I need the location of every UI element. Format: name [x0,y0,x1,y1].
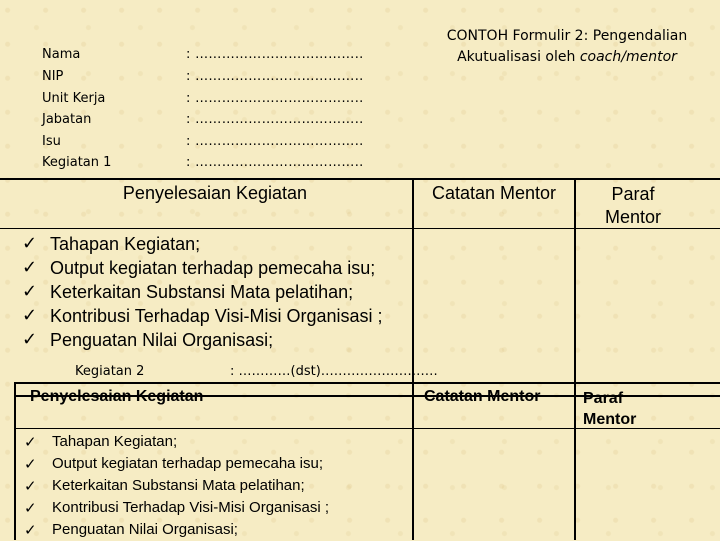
table-2-checklist [24,431,408,541]
table-2-top-border [14,382,720,384]
list-item-text: Output kegiatan terhadap pemecaha isu; [52,455,324,472]
field-value-unit-kerja: : ……………………………….. [186,91,364,106]
list-item-text: Keterkaitan Substansi Mata pelatihan; [52,477,305,494]
table-2-header-catatan-mentor: Catatan Mentor [424,388,541,405]
table-2-left-border [14,382,16,540]
field-label-jabatan: Jabatan [42,112,92,127]
list-item [22,280,406,304]
list-item-text: Kontribusi Terhadap Visi-Misi Organisasi ; [50,306,383,326]
form-title-line-1: CONTOH Formulir 2: Pengendalian [446,28,688,44]
field-label-nip: NIP [42,69,64,84]
list-item-text: Keterkaitan Substansi Mata pelatihan; [50,282,354,302]
field-value-isu: : ……………………………….. [186,134,364,149]
field-label-unit-kerja: Unit Kerja [42,91,106,106]
field-value-nama: : ……………………………….. [186,47,364,62]
field-label-kegiatan-1: Kegiatan 1 [42,155,112,170]
check-icon: ✓ [24,499,37,517]
table-2-header-penyelesaian: Penyelesaian Kegiatan [30,388,204,405]
table-1-top-border [0,178,720,180]
check-icon: ✓ [24,455,37,473]
list-item-text: Tahapan Kegiatan; [50,234,201,254]
check-icon: ✓ [22,305,38,326]
form-title-prefix: Akutualisasi oleh [457,49,580,65]
list-item [22,256,406,280]
form-title-line-2 [412,47,720,68]
table-2-col-divider-2 [574,382,576,540]
table-1-col-divider-2 [574,178,576,382]
field-value-jabatan: : ……………………………….. [186,112,364,127]
list-item-text: Tahapan Kegiatan; [52,433,178,450]
table-1-header-paraf-mentor: Paraf Mentor [604,184,662,227]
table-1-header-catatan-mentor: Catatan Mentor [431,183,557,203]
list-item [22,304,406,328]
list-item [24,431,408,453]
list-item-text: Penguatan Nilai Organisasi; [52,521,238,538]
kegiatan-2-label: Kegiatan 2 [75,364,145,379]
field-label-isu: Isu [42,134,61,149]
table-2-col-divider-1 [412,382,414,540]
check-icon: ✓ [22,233,38,254]
field-label-nama: Nama [42,47,81,62]
list-item-text: Kontribusi Terhadap Visi-Misi Organisasi ; [52,499,330,516]
field-value-kegiatan-1: : ……………………………….. [186,155,364,170]
check-icon: ✓ [22,257,38,278]
list-item [24,519,408,541]
check-icon: ✓ [22,281,38,302]
check-icon: ✓ [24,433,37,451]
list-item [22,232,406,256]
list-item-text: Output kegiatan terhadap pemecaha isu; [50,258,376,278]
table-2-header-paraf-mentor: Paraf Mentor [583,390,637,428]
list-item [24,453,408,475]
list-item [24,475,408,497]
form-title-italic: coach/mentor [579,49,677,65]
table-1-checklist [22,232,406,352]
check-icon: ✓ [24,521,37,539]
form-title [412,26,720,68]
list-item [24,497,408,519]
table-1-header-penyelesaian: Penyelesaian Kegiatan [122,183,308,203]
kegiatan-2-value: : …………(dst)……………………… [230,364,438,379]
check-icon: ✓ [24,477,37,495]
list-item [22,328,406,352]
table-1-col-divider-1 [412,178,414,382]
check-icon: ✓ [22,329,38,350]
field-value-nip: : ……………………………….. [186,69,364,84]
list-item-text: Penguatan Nilai Organisasi; [50,330,274,350]
